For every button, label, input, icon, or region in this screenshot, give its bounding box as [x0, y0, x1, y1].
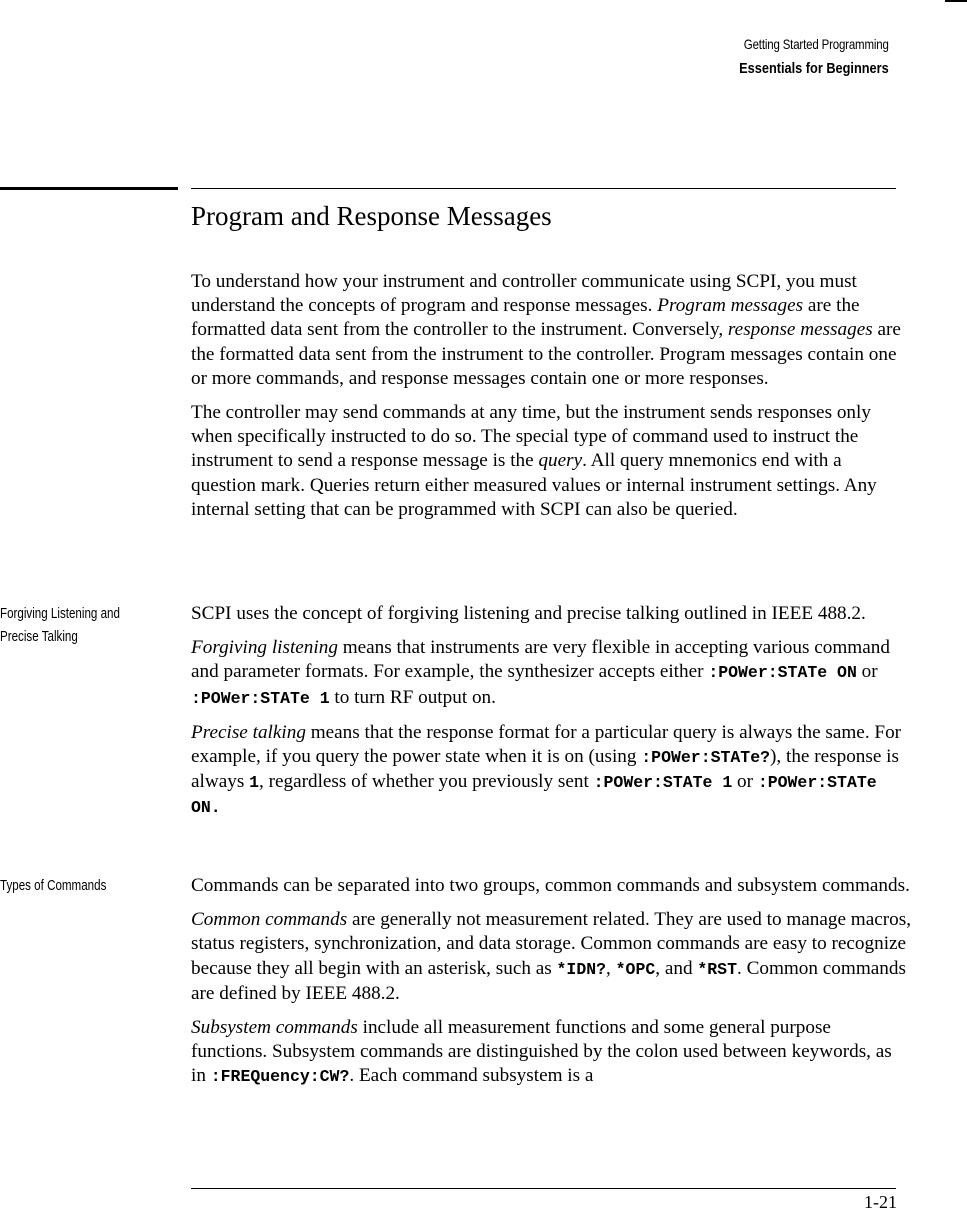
text: are generally not measurement related. They are used to manage macros, status registers, synchronization, and data storage. Common commands are easy to recognize because they all begin with an asterisk, such as: [191, 909, 912, 979]
forgiving-paragraph-3: [191, 721, 911, 821]
text: , regardless of whether you previously sent: [258, 771, 594, 793]
types-section: [191, 874, 911, 1100]
code-command: :POWer:STATe ON.: [191, 773, 877, 818]
code-response: 1: [249, 773, 259, 793]
text: ,: [606, 957, 616, 979]
text: means that the response format for a particular query is always the same. For example, if you query the power state when it is on (using: [191, 721, 902, 768]
text: are the formatted data sent from the instrument to the controller. Program messages contain one or more commands, and response messages contain one or more responses.: [191, 319, 901, 389]
chapter-title: Getting Started Programming: [744, 36, 889, 52]
types-paragraph-3: [191, 1016, 911, 1090]
text: or: [856, 661, 878, 683]
term-query: query: [538, 450, 583, 472]
forgiving-section: [191, 602, 911, 831]
term-subsystem-commands: Subsystem commands: [191, 1017, 358, 1039]
term-program-messages: Program messages: [657, 295, 804, 317]
sidebar-heading-line: Forgiving Listening and: [0, 606, 120, 622]
intro-section: [191, 270, 911, 532]
text: include all measurement functions and some general purpose functions. Subsystem commands are distinguished by the colon used between keywords, as in: [191, 1017, 892, 1087]
term-common-commands: Common commands: [191, 909, 348, 931]
text: To understand how your instrument and controller communicate using SCPI, you must understand the concepts of program and response messages.: [191, 271, 857, 317]
text: ), the response is always: [191, 746, 899, 793]
text: or: [732, 771, 758, 793]
code-command: *OPC: [615, 959, 656, 979]
code-command: :POWer:STATe ON: [708, 663, 857, 683]
sidebar-heading-forgiving-listening: [0, 603, 136, 649]
text: , and: [655, 957, 698, 979]
term-response-messages: response messages: [727, 319, 873, 341]
text: to turn RF output on.: [329, 686, 496, 708]
footer-rule: [191, 1188, 896, 1189]
forgiving-paragraph-2: [191, 636, 911, 711]
code-command: :POWer:STATe 1: [191, 688, 330, 708]
running-head: [712, 33, 889, 83]
sidebar-heading-line: Precise Talking: [0, 629, 78, 645]
code-command: *RST: [697, 959, 737, 979]
code-command: :POWer:STATe 1: [593, 773, 733, 793]
section-rule-thin: [191, 188, 896, 189]
intro-paragraph-1: [191, 270, 911, 391]
text: . Common commands are defined by IEEE 488.2.: [191, 957, 906, 1004]
text: . All query mnemonics end with a question mark. Queries return either measured values or internal instrument settings. Any internal setting that can be programmed with SCPI can also be queried.: [191, 450, 877, 520]
code-command: :FREQuency:CW?: [210, 1067, 350, 1087]
types-paragraph-1: Commands can be separated into two groups, common commands and subsystem commands.: [191, 875, 910, 896]
term-precise-talking: Precise talking: [191, 721, 306, 743]
code-command: *IDN?: [556, 959, 607, 979]
intro-paragraph-2: [191, 401, 911, 522]
term-forgiving-listening: Forgiving listening: [191, 637, 338, 659]
text: are the formatted data sent from the controller to the instrument. Conversely,: [191, 295, 860, 341]
types-paragraph-2: [191, 908, 911, 1006]
page-title: Program and Response Messages: [191, 201, 552, 231]
section-title: Essentials for Beginners: [739, 60, 889, 77]
sidebar-heading-types-of-commands: [0, 875, 136, 898]
forgiving-paragraph-1: SCPI uses the concept of forgiving listening and precise talking outlined in IEEE 488.2.: [191, 603, 866, 624]
text: means that instruments are very flexible in accepting various command and parameter formats. For example, the synthesizer accepts either: [191, 637, 890, 683]
text: . Each command subsystem is a: [349, 1065, 594, 1087]
section-rule-thick: [0, 187, 178, 190]
text: The controller may send commands at any time, but the instrument sends responses only when specifically instructed to do so. The special type of command used to instruct the instrument to send a response message is the: [191, 402, 871, 472]
sidebar-heading-line: Types of Commands: [0, 878, 107, 894]
page-number: 1-21: [864, 1192, 897, 1212]
corner-crop-mark: [945, 0, 967, 2]
code-command: :POWer:STATe?: [641, 748, 771, 768]
